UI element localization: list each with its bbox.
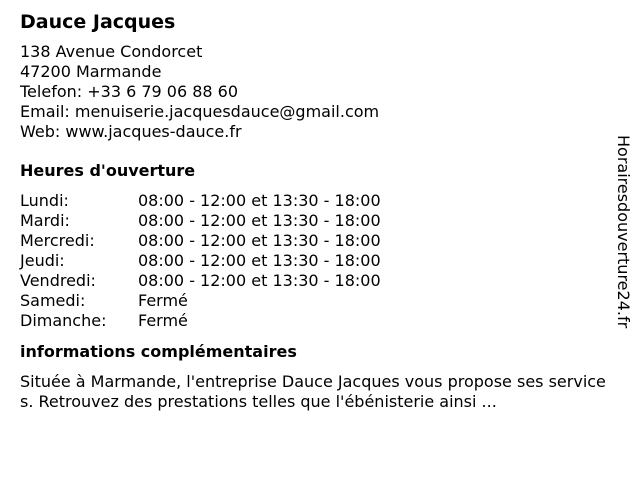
hours-row: [20, 191, 605, 211]
hours-day: Jeudi:: [20, 251, 65, 270]
phone-line: Telefon: +33 6 79 06 88 60: [20, 82, 239, 101]
business-card: [20, 10, 605, 412]
info-heading: informations complémentaires: [20, 342, 297, 361]
hours-row: [20, 291, 605, 311]
hours-day: Mardi:: [20, 211, 70, 230]
hours-time: 08:00 - 12:00 et 13:30 - 18:00: [138, 271, 381, 290]
hours-day: Dimanche:: [20, 311, 107, 330]
hours-time: 08:00 - 12:00 et 13:30 - 18:00: [138, 211, 381, 230]
hours-time: 08:00 - 12:00 et 13:30 - 18:00: [138, 251, 381, 270]
address-street: 138 Avenue Condorcet: [20, 42, 203, 61]
hours-time: Fermé: [138, 291, 188, 310]
hours-day: Mercredi:: [20, 231, 95, 250]
hours-day: Samedi:: [20, 291, 86, 310]
hours-heading: Heures d'ouverture: [20, 161, 196, 180]
hours-table: [20, 191, 605, 331]
hours-row: [20, 251, 605, 271]
hours-time: Fermé: [138, 311, 188, 330]
email-line: Email: menuiserie.jacquesdauce@gmail.com: [20, 102, 380, 121]
hours-day: Lundi:: [20, 191, 69, 210]
hours-time: 08:00 - 12:00 et 13:30 - 18:00: [138, 191, 381, 210]
hours-row: [20, 211, 605, 231]
web-line: Web: www.jacques-dauce.fr: [20, 122, 242, 141]
hours-time: 08:00 - 12:00 et 13:30 - 18:00: [138, 231, 381, 250]
hours-row: [20, 271, 605, 291]
hours-day: Vendredi:: [20, 271, 96, 290]
site-watermark: Horairesdouverture24.fr: [614, 135, 633, 329]
info-description: Située à Marmande, l'entreprise Dauce Jacques vous propose ses services. Retrouvez des prestations telles que l'ébénisterie ainsi ...: [20, 372, 606, 411]
business-name: Dauce Jacques: [20, 11, 176, 33]
hours-row: [20, 311, 605, 331]
hours-row: [20, 231, 605, 251]
address-city: 47200 Marmande: [20, 62, 162, 81]
